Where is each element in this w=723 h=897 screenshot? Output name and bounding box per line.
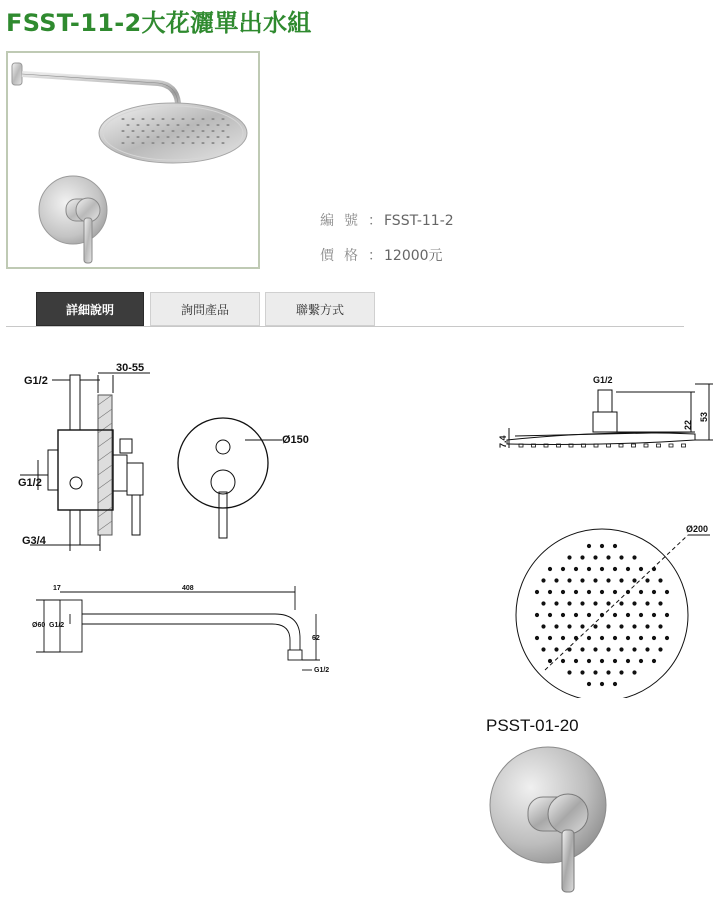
arm-g12-end: G1/2 — [314, 667, 330, 674]
product-price — [320, 245, 443, 265]
arm-drawing — [20, 580, 340, 680]
product-photo-frame — [6, 51, 260, 269]
tab-details[interactable]: 詳細說明 — [36, 292, 144, 326]
price-value: 12000元 — [384, 248, 443, 264]
code-value: FSST-11-2 — [384, 213, 454, 229]
head-side-d74: 7.4 — [498, 435, 508, 448]
valve-g34: G3/4 — [22, 535, 46, 547]
valve-g12-side: G1/2 — [18, 477, 42, 489]
product-title: FSST-11-2大花灑單出水組 — [6, 9, 312, 37]
arm-g12-inner: G1/2 — [49, 622, 65, 629]
valve-diameter: Ø150 — [282, 434, 309, 446]
price-label: 價格 — [320, 248, 368, 264]
arm-d60: Ø60 — [32, 622, 46, 629]
valve-range: 30-55 — [116, 362, 145, 374]
head-top-drawing — [510, 520, 722, 698]
model-label: PSST-01-20 — [486, 716, 579, 735]
price-separator: ： — [368, 248, 382, 264]
valve-g12-top: G1/2 — [24, 375, 48, 387]
mixer-photo — [488, 742, 613, 894]
head-top-diameter: Ø200 — [686, 524, 709, 534]
product-photo — [8, 53, 258, 267]
head-side-d53: 53 — [699, 411, 709, 422]
arm-d62: 62 — [312, 635, 320, 642]
tab-divider — [6, 326, 684, 327]
product-code — [320, 210, 454, 230]
arm-d17: 17 — [53, 585, 61, 592]
tab-inquiry[interactable]: 詢問產品 — [150, 292, 260, 326]
valve-drawing — [10, 355, 310, 555]
arm-d408: 408 — [182, 585, 194, 592]
code-label: 編號 — [320, 213, 368, 229]
head-side-drawing — [495, 370, 720, 480]
tab-contact[interactable]: 聯繫方式 — [265, 292, 375, 326]
code-separator: ： — [368, 213, 382, 229]
head-side-d22: 22 — [683, 419, 693, 430]
head-side-g12: G1/2 — [593, 375, 613, 385]
